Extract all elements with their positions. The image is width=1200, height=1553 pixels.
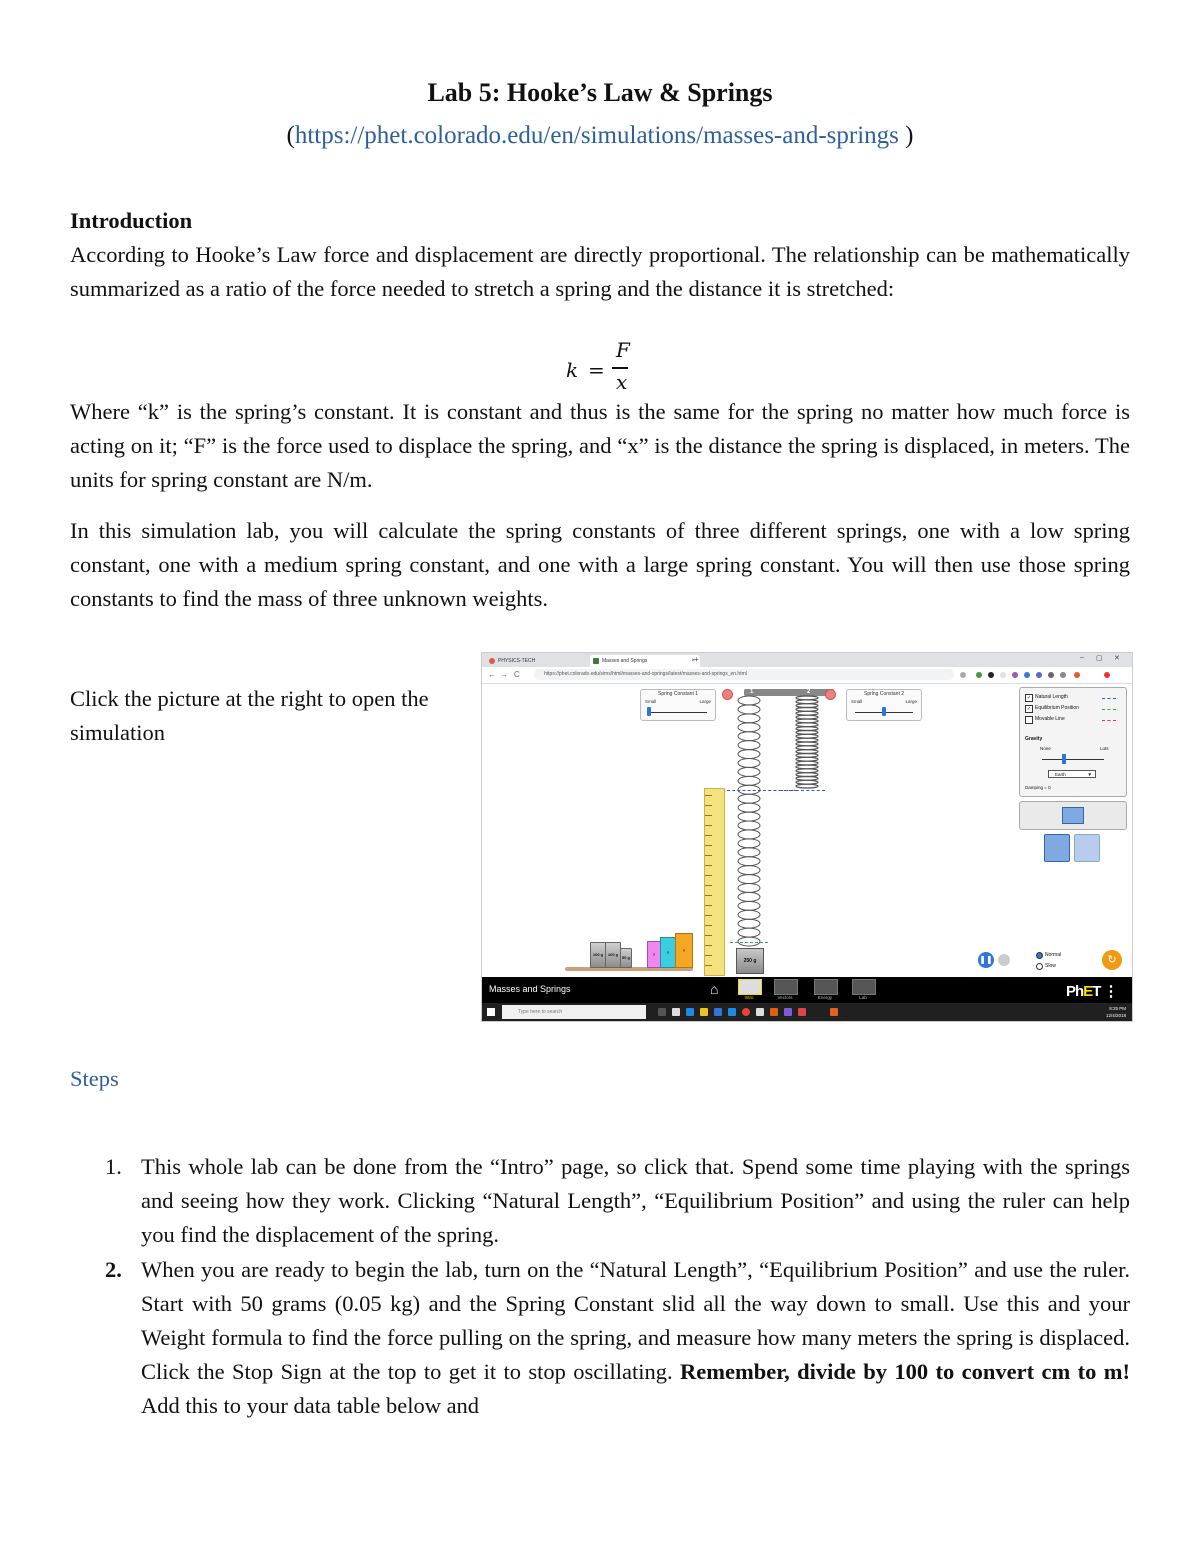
browser-tab-physics[interactable] (486, 655, 598, 667)
spring-1-turn (738, 830, 760, 839)
large-label: Large (905, 699, 917, 704)
spring-2-turn (796, 784, 818, 788)
spring-1-turn (738, 741, 760, 750)
ruler-tick (705, 895, 712, 896)
slow-speed-label: Slow (1045, 963, 1056, 969)
extension-icon[interactable] (976, 672, 982, 678)
simulation-link[interactable]: https://phet.colorado.edu/en/simulations/masses-and-springs (294, 122, 899, 149)
user-avatar[interactable] (1104, 672, 1110, 678)
extension-icon[interactable] (1048, 672, 1054, 678)
ruler-tick (705, 925, 712, 926)
edge-icon[interactable] (686, 1008, 694, 1016)
formula-numerator: F (616, 338, 630, 362)
planet-select[interactable] (1048, 770, 1096, 778)
maximize-icon[interactable]: ▢ (1096, 655, 1103, 662)
windows-taskbar (482, 1003, 1132, 1021)
spring-1-turn (738, 812, 760, 821)
step-text-cont: Add this to your data table below and (141, 1393, 480, 1419)
large-label: Large (699, 699, 711, 704)
tab-favicon-icon (489, 658, 495, 664)
natural-length-label: Natural Length (1035, 694, 1068, 700)
taskbar-clock (1106, 1005, 1126, 1019)
page-title: Lab 5: Hooke’s Law & Springs (427, 78, 773, 107)
extension-icon[interactable] (1036, 672, 1042, 678)
intro-paragraph-2: Where “k” is the spring’s constant. It is constant and thus is the same for the spring no matter how much force is acting on it; “F” is the force used to displace the spring, and “x” is the distance the spring is displaced, in meters. The units for spring constant are N/m. (70, 399, 1130, 492)
url-open-paren: ( (286, 122, 295, 149)
spring-1-turn (738, 767, 760, 776)
powerpoint-icon[interactable] (770, 1008, 778, 1016)
logo-t: T (1092, 983, 1101, 1000)
ruler-tick (705, 855, 712, 856)
ruler-tick (705, 885, 712, 886)
gravity-label: Gravity (1025, 736, 1043, 742)
close-icon[interactable]: × (691, 658, 695, 664)
hanging-mass[interactable]: 250 g (736, 948, 764, 974)
screen-tab-energy[interactable] (814, 979, 838, 995)
spring-1-turn (738, 776, 760, 785)
screen-label-lab: Lab (859, 995, 867, 1000)
steps-heading: Steps (70, 1066, 119, 1091)
damping-label: Damping = 0 (1025, 785, 1051, 790)
phet-logo[interactable] (1066, 982, 1118, 1000)
list-item (70, 1253, 1130, 1424)
natural-length-checkbox[interactable]: ✓ (1026, 695, 1032, 701)
spring-1-turn (738, 901, 760, 910)
tab-label: PHYSICS-TECH (498, 658, 536, 664)
spring-2-coil (796, 696, 818, 788)
spring-1-turn (738, 759, 760, 768)
visibility-gravity-panel (1019, 687, 1127, 797)
spring-1-turn (738, 892, 760, 901)
slow-speed-radio[interactable] (1036, 963, 1043, 970)
ruler-tick (705, 845, 712, 846)
simulation-url-line (0, 122, 1200, 150)
star-icon[interactable] (960, 672, 966, 678)
spring-1-turn (738, 866, 760, 875)
unknown-mass-cyan[interactable]: ? (660, 937, 676, 968)
clock-time: 8:25 PM (1109, 1006, 1126, 1011)
reload-icon[interactable]: C (514, 670, 520, 679)
click-instruction: Click the picture at the right to open the simulation (70, 686, 429, 745)
step-text: When you are ready to begin the lab, turn on the “Natural Length”, “Equilibrium Position” and use the ruler. Start with 50 grams (0.05 kg) and the Spring Constant slid all the way down to small. Use this and your Weight formula to find the force pulling on the spring, and measure how many meters the spring is displaced. Click the Stop Sign at the top to get it to stop oscillating. (141, 1256, 1130, 1385)
screen-tab-lab[interactable] (852, 979, 876, 995)
screen-tab-intro[interactable] (738, 979, 762, 995)
url-input[interactable]: https://phet.colorado.edu/sims/html/masses-and-springs/latest/masses-and-springs_en.html (534, 669, 954, 680)
spring-1-turn (738, 884, 760, 893)
screen-label-energy: Energy (817, 995, 833, 1000)
formula-denominator: x (616, 370, 628, 394)
url-close-paren: ) (898, 122, 914, 149)
equilibrium-line (730, 942, 768, 943)
spring-1-turn (738, 919, 760, 928)
ruler-tick (705, 835, 712, 836)
extension-icon[interactable] (1000, 672, 1006, 678)
chrome-icon[interactable] (742, 1008, 750, 1016)
app-icon[interactable] (784, 1008, 792, 1016)
tab-favicon-icon (593, 658, 599, 664)
mass-100g[interactable]: 100 g (590, 942, 606, 968)
simulation-screenshot-link[interactable] (481, 652, 1133, 1022)
spring-1-coil (738, 696, 760, 946)
gravity-slider-track[interactable] (1042, 759, 1104, 760)
chevron-down-icon: ▼ (1087, 772, 1092, 777)
spring-1-turn (738, 705, 760, 714)
word-icon[interactable] (728, 1008, 736, 1016)
spring-1-turn (738, 714, 760, 723)
spring-1-turn (738, 910, 760, 919)
spring-1-turn (738, 821, 760, 830)
steps-list (70, 1150, 1130, 1424)
intro-paragraph-1: According to Hooke’s Law force and displacement are directly proportional. The relationship can be mathematically summarized as a ratio of the force needed to stretch a spring and the distance it is stretched: (70, 242, 1130, 301)
normal-speed-label: Normal (1045, 952, 1062, 958)
ruler-tick (705, 805, 712, 806)
introduction-heading: Introduction (70, 208, 193, 233)
ruler-tick (705, 945, 712, 946)
natural-length-line (780, 790, 825, 791)
ruler[interactable] (704, 788, 725, 976)
movable-line-checkbox[interactable] (1025, 716, 1033, 724)
ruler-tick (705, 955, 712, 956)
clock-date: 12/4/2018 (1105, 1013, 1126, 1018)
browser-tab-masses-springs[interactable] (590, 655, 700, 667)
gravity-lots-label: Lots (1100, 746, 1109, 751)
taskbar-search-input[interactable]: Type here to search (502, 1005, 646, 1019)
spring-1-turn (738, 696, 760, 705)
unknown-mass-pink[interactable]: ? (647, 941, 661, 968)
ruler-tick (705, 875, 712, 876)
screen-tab-vectors[interactable] (774, 979, 798, 995)
ruler-tick (705, 815, 712, 816)
folder-icon[interactable] (700, 1008, 708, 1016)
ruler-tick (705, 905, 712, 906)
screen-label-intro: Intro (744, 995, 754, 1000)
spring-2-label: 2 (807, 689, 811, 695)
ruler-tick (705, 915, 712, 916)
spring-1-turn (738, 803, 760, 812)
spring-1-turn (738, 732, 760, 741)
planet-select-value: Earth (1055, 772, 1066, 777)
extension-icon[interactable] (1024, 672, 1030, 678)
logo-ph: Ph (1066, 983, 1084, 1000)
panel-title: Spring Constant 2 (863, 691, 905, 697)
home-icon[interactable]: ⌂ (710, 981, 719, 997)
step-number: 1. (105, 1154, 122, 1179)
task-view-icon[interactable] (658, 1008, 666, 1016)
extension-icon[interactable] (988, 672, 994, 678)
simulation-play-area (482, 684, 1132, 977)
ruler-tick (705, 825, 712, 826)
gravity-none-label: None (1040, 746, 1051, 751)
step-number: 2. (105, 1256, 122, 1282)
menu-icon: ⋮ (1103, 983, 1118, 1000)
gravity-slider[interactable] (1062, 754, 1066, 764)
normal-speed-radio[interactable] (1036, 952, 1043, 959)
equilibrium-position-label: Equilibrium Position (1035, 705, 1079, 711)
formula-k: k (566, 358, 579, 382)
new-tab-icon[interactable]: + (694, 655, 699, 664)
tab-label: Masses and Springs (602, 658, 648, 664)
natural-length-legend (1102, 698, 1116, 699)
mass-50g[interactable]: 50 g (620, 948, 632, 968)
mass-100g[interactable]: 100 g (605, 942, 621, 968)
app-title: Masses and Springs (489, 984, 571, 994)
store-icon[interactable] (672, 1008, 680, 1016)
screen-label-vectors: Vectors (777, 995, 793, 1000)
movable-line-legend (1102, 720, 1116, 721)
step-text: This whole lab can be done from the “Intro” page, so click that. Spend some time playing with the springs and seeing how they work. Clicking “Natural Length”, “Equilibrium Position” and using the ruler can help you find the displacement of the spring. (141, 1154, 1130, 1248)
step-text-bold: Remember, divide by 100 to convert cm to m! (680, 1359, 1130, 1385)
app-icon[interactable] (798, 1008, 806, 1016)
minimize-icon[interactable]: – (1080, 654, 1084, 661)
equilibrium-position-checkbox[interactable]: ✓ (1026, 706, 1032, 712)
movable-line-label: Movable Line (1035, 716, 1065, 722)
spring-1-turn (738, 839, 760, 848)
spring-1-turn (738, 875, 760, 884)
spring-1-turn (738, 750, 760, 759)
reset-button[interactable]: ↻ (1102, 950, 1122, 970)
panel-title: Spring Constant 1 (657, 691, 699, 697)
logo-e: E (1083, 983, 1093, 1000)
formula-fraction-bar (612, 367, 628, 369)
spring-1-turn (738, 723, 760, 732)
browser-tab-bar (482, 653, 1132, 667)
forward-icon[interactable]: → (500, 670, 508, 679)
app-icon[interactable] (756, 1008, 764, 1016)
spring-view-2-button[interactable] (1074, 834, 1100, 862)
formula-equals: = (588, 358, 605, 382)
active-app-icon[interactable] (830, 1008, 838, 1016)
spring-1-turn (738, 857, 760, 866)
windows-start-icon[interactable] (487, 1008, 495, 1016)
ruler-tick (705, 865, 712, 866)
intro-paragraph-3: In this simulation lab, you will calculate the spring constants of three different springs, one with a low spring constant, one with a medium spring constant, and one with a large spring constant. You will then use those spring constants to find the mass of three unknown weights. (70, 518, 1130, 611)
equilibrium-legend (1102, 709, 1116, 710)
spring-1-turn (738, 794, 760, 803)
vector-view-panel (1019, 801, 1127, 830)
small-label: Small (645, 699, 657, 704)
extension-icon[interactable] (1060, 672, 1066, 678)
unknown-mass-orange[interactable]: ? (675, 933, 693, 968)
window-close-icon[interactable]: ✕ (1114, 655, 1120, 662)
small-label: Small (851, 699, 863, 704)
extension-icon[interactable] (1012, 672, 1018, 678)
spring-1-turn (738, 928, 760, 937)
phet-navigation-bar (482, 977, 1132, 1003)
step-button[interactable] (998, 954, 1010, 966)
ruler-tick (705, 935, 712, 936)
ruler-tick (705, 795, 712, 796)
profile-avatar[interactable] (1074, 672, 1080, 678)
spring-1-turn (738, 848, 760, 857)
pause-button[interactable]: ❚❚ (978, 952, 994, 968)
spring-view-1-button[interactable] (1044, 834, 1070, 862)
spring-1-label: 1 (750, 689, 754, 695)
grid-icon[interactable] (1062, 807, 1084, 824)
list-item (70, 1150, 1130, 1253)
back-icon[interactable]: ← (488, 670, 496, 679)
mail-icon[interactable] (714, 1008, 722, 1016)
browser-address-bar (482, 667, 1132, 684)
ruler-tick (705, 965, 712, 966)
